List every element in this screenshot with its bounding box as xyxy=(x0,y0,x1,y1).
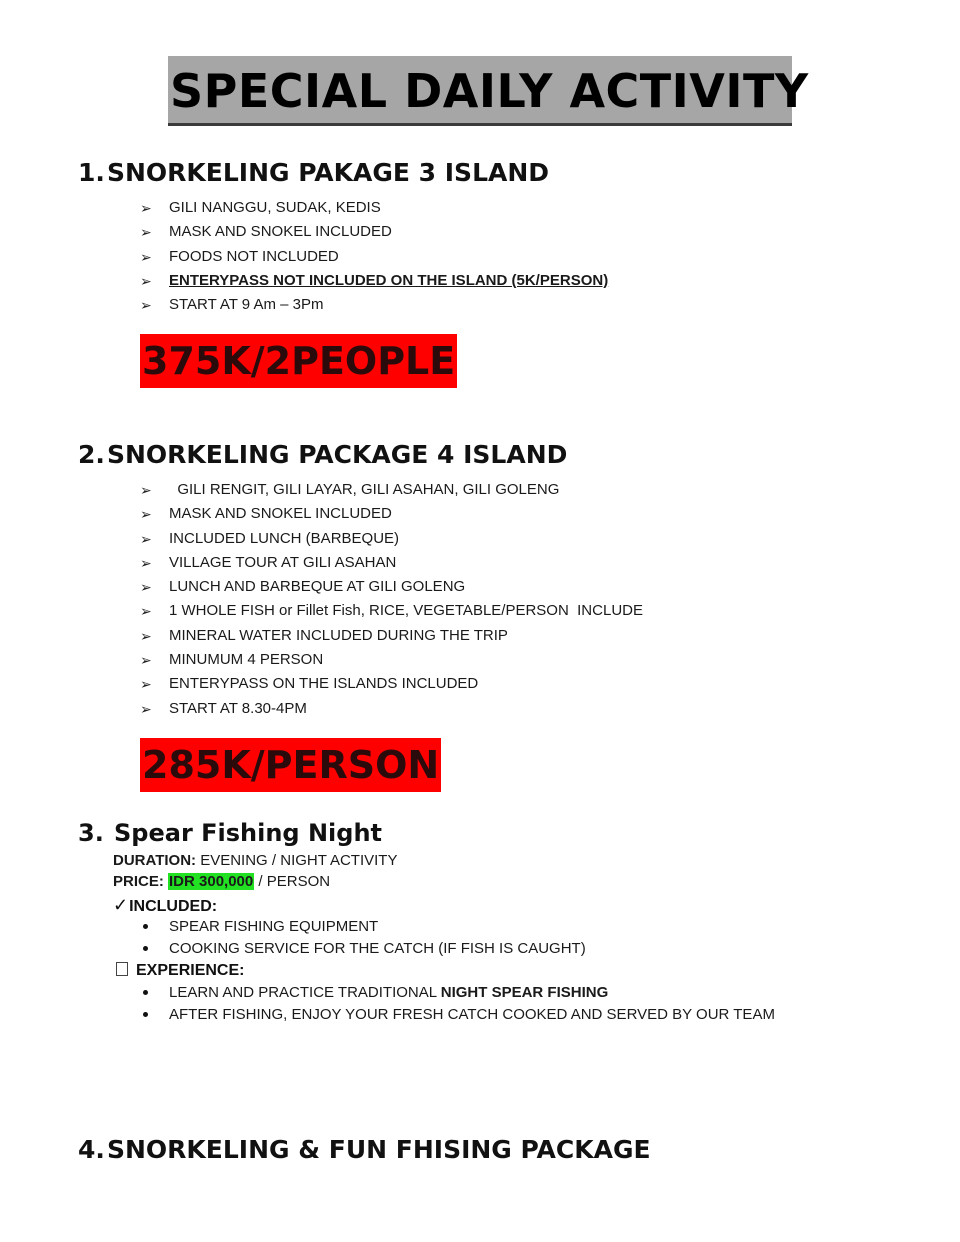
arrow-bullet-icon: ➢ xyxy=(140,272,152,289)
section-2-heading xyxy=(78,440,567,470)
section-1-title: SNORKELING PAKAGE 3 ISLAND xyxy=(107,158,550,187)
list-item: ➢ GILI RENGIT, GILI LAYAR, GILI ASAHAN, GILI GOLENG xyxy=(140,478,643,502)
list-item: ➢ GILI NANGGU, SUDAK, KEDIS xyxy=(140,196,608,220)
section-1-heading xyxy=(78,158,549,188)
section-4-heading xyxy=(78,1135,651,1165)
arrow-bullet-icon: ➢ xyxy=(140,482,152,498)
duration-label: DURATION: xyxy=(113,852,197,869)
list-item: ➢ ENTERYPASS ON THE ISLANDS INCLUDED xyxy=(140,672,643,696)
arrow-bullet-icon: ➢ xyxy=(140,554,152,571)
included-list xyxy=(140,916,586,959)
arrow-bullet-icon: ➢ xyxy=(140,579,152,596)
section-1-number: 1. xyxy=(78,158,105,187)
list-item: LEARN AND PRACTICE TRADITIONAL NIGHT SPEAR FISHING xyxy=(140,982,775,1004)
section-4-title: SNORKELING & FUN FHISING PACKAGE xyxy=(107,1135,651,1164)
list-item: ➢ VILLAGE TOUR AT GILI ASAHAN xyxy=(140,551,643,575)
arrow-bullet-icon: ➢ xyxy=(140,676,152,693)
list-item: ➢ START AT 9 Am – 3Pm xyxy=(140,293,608,317)
section-2-title: SNORKELING PACKAGE 4 ISLAND xyxy=(107,440,568,469)
list-item: ➢ ENTERYPASS NOT INCLUDED ON THE ISLAND (5K/PERSON) xyxy=(140,269,608,293)
list-item: AFTER FISHING, ENJOY YOUR FRESH CATCH COOKED AND SERVED BY OUR TEAM xyxy=(140,1004,775,1026)
price-value-highlight: IDR 300,000 xyxy=(169,873,254,890)
section-3-title: Spear Fishing Night xyxy=(114,819,383,847)
price-label: PRICE: xyxy=(113,873,164,890)
arrow-bullet-icon: ➢ xyxy=(140,224,152,241)
page-title: SPECIAL DAILY ACTIVITY xyxy=(168,56,792,126)
section-3-heading xyxy=(78,816,382,850)
experience-heading: EXPERIENCE: xyxy=(113,960,244,982)
list-item: ➢ FOODS NOT INCLUDED xyxy=(140,245,608,269)
price-line xyxy=(113,871,330,893)
list-item: ➢ MINUMUM 4 PERSON xyxy=(140,648,643,672)
arrow-bullet-icon: ➢ xyxy=(140,200,152,216)
list-item: ➢ LUNCH AND BARBEQUE AT GILI GOLENG xyxy=(140,575,643,599)
list-item: ➢ MASK AND SNOKEL INCLUDED xyxy=(140,502,643,526)
arrow-bullet-icon: ➢ xyxy=(140,700,152,717)
arrow-bullet-icon: ➢ xyxy=(140,627,152,644)
section-4-number: 4. xyxy=(78,1135,105,1164)
list-item: ➢ MASK AND SNOKEL INCLUDED xyxy=(140,220,608,244)
list-item: SPEAR FISHING EQUIPMENT xyxy=(140,916,586,938)
experience-list xyxy=(140,982,775,1025)
section-3-number: 3. xyxy=(78,819,104,847)
list-item: ➢ START AT 8.30-4PM xyxy=(140,697,643,721)
list-item: COOKING SERVICE FOR THE CATCH (IF FISH IS CAUGHT) xyxy=(140,938,586,960)
list-item: ➢ 1 WHOLE FISH or Fillet Fish, RICE, VEGETABLE/PERSON INCLUDE xyxy=(140,599,643,623)
arrow-bullet-icon: ➢ xyxy=(140,506,152,523)
section-2-number: 2. xyxy=(78,440,105,469)
price-suffix: / PERSON xyxy=(254,873,331,890)
bullet-dot-icon xyxy=(143,1012,148,1017)
section-1-list xyxy=(140,196,608,317)
duration-value: EVENING / NIGHT ACTIVITY xyxy=(196,852,398,869)
list-item: ➢ MINERAL WATER INCLUDED DURING THE TRIP xyxy=(140,624,643,648)
section-2-price: 285K/PERSON xyxy=(140,738,441,792)
list-item: ➢ INCLUDED LUNCH (BARBEQUE) xyxy=(140,527,643,551)
bullet-dot-icon xyxy=(143,924,148,929)
section-2-list xyxy=(140,478,643,721)
included-heading: ✓INCLUDED: xyxy=(113,895,218,915)
missing-glyph-box-icon xyxy=(116,962,128,976)
bullet-dot-icon xyxy=(143,990,148,995)
section-1-price: 375K/2PEOPLE xyxy=(140,334,457,388)
arrow-bullet-icon: ➢ xyxy=(140,297,152,314)
arrow-bullet-icon: ➢ xyxy=(140,603,152,620)
arrow-bullet-icon: ➢ xyxy=(140,530,152,547)
arrow-bullet-icon: ➢ xyxy=(140,652,152,669)
duration-line xyxy=(113,850,397,872)
bullet-dot-icon xyxy=(143,946,148,951)
check-icon: ✓ xyxy=(113,895,129,915)
arrow-bullet-icon: ➢ xyxy=(140,248,152,265)
